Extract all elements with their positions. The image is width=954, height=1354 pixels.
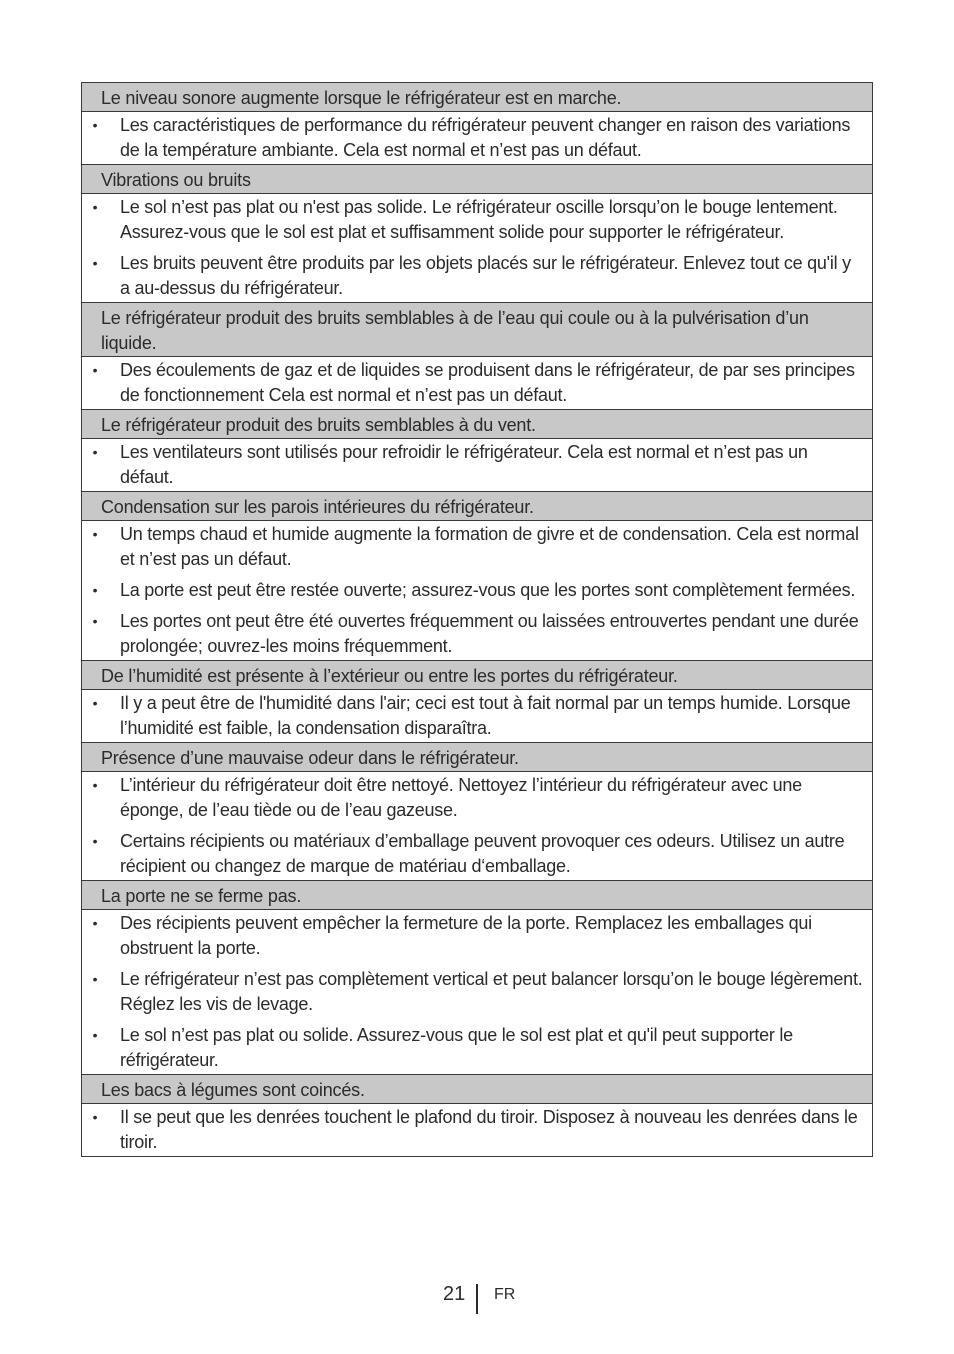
list-item-text: Un temps chaud et humide augmente la formation de givre et de condensation. Cela est normal et n’est pas un défaut. [120,524,859,569]
list-item [82,967,872,1017]
section-heading: De l’humidité est présente à l’extérieur ou entre les portes du réfrigérateur. [82,661,872,690]
section-body [82,521,872,661]
bullet-icon: • [92,582,98,598]
section-heading: La porte ne se ferme pas. [82,881,872,910]
list-item-text: Il y a peut être de l'humidité dans l'air; ceci est tout à fait normal par un temps humide. Lorsque l’humidité est faible, la condensation disparaîtra. [120,693,851,738]
list-item [82,1105,872,1155]
list-item [82,578,872,603]
list-item-text: Les bruits peuvent être produits par les objets placés sur le réfrigérateur. Enlevez tout ce qu'il y a au-dessus du réfrigérateur. [120,253,851,298]
section-heading: Présence d’une mauvaise odeur dans le réfrigérateur. [82,743,872,772]
list-item-text: Des écoulements de gaz et de liquides se produisent dans le réfrigérateur, de par ses principes de fonctionnement Cela est normal et n’est pas un défaut. [120,360,855,405]
list-item [82,829,872,879]
bullet-icon: • [92,1109,98,1125]
list-item [82,251,872,301]
language-code: FR [494,1286,516,1303]
list-item [82,691,872,741]
section-heading: Le réfrigérateur produit des bruits semblables à de l’eau qui coule ou à la pulvérisation d’un liquide. [82,303,872,357]
list-item [82,522,872,572]
section-body [82,1104,872,1157]
bullet-icon: • [92,444,98,460]
list-item [82,358,872,408]
list-item [82,1023,872,1073]
section-body [82,772,872,881]
section-heading: Les bacs à légumes sont coincés. [82,1075,872,1104]
page-divider [476,1284,478,1314]
list-item-text: Les ventilateurs sont utilisés pour refroidir le réfrigérateur. Cela est normal et n’est pas un défaut. [120,442,808,487]
list-item [82,911,872,961]
bullet-icon: • [92,199,98,215]
bullet-icon: • [92,613,98,629]
bullet-icon: • [92,117,98,133]
section-body [82,357,872,410]
bullet-icon: • [92,362,98,378]
section-body [82,690,872,743]
list-item [82,195,872,245]
page-number: 21 [443,1283,466,1305]
list-item [82,609,872,659]
section-heading: Condensation sur les parois intérieures du réfrigérateur. [82,492,872,521]
list-item-text: Certains récipients ou matériaux d’emballage peuvent provoquer ces odeurs. Utilisez un autre récipient ou changez de marque de matériau d‘emballage. [120,831,845,876]
bullet-icon: • [92,777,98,793]
list-item-text: L’intérieur du réfrigérateur doit être nettoyé. Nettoyez l’intérieur du réfrigérateur avec une éponge, de l’eau tiède ou de l’eau gazeuse. [120,775,802,820]
list-item-text: Les portes ont peut être été ouvertes fréquemment ou laissées entrouvertes pendant une durée prolongée; ouvrez-les moins fréquemment. [120,611,859,656]
section-body [82,910,872,1075]
bullet-icon: • [92,915,98,931]
section-heading: Le réfrigérateur produit des bruits semblables à du vent. [82,410,872,439]
list-item-text: Il se peut que les denrées touchent le plafond du tiroir. Disposez à nouveau les denrées dans le tiroir. [120,1107,858,1152]
list-item-text: La porte est peut être restée ouverte; assurez-vous que les portes sont complètement fermées. [120,580,856,600]
list-item-text: Des récipients peuvent empêcher la fermeture de la porte. Remplacez les emballages qui obstruent la porte. [120,913,812,958]
section-body [82,439,872,492]
bullet-icon: • [92,255,98,271]
list-item-text: Le sol n’est pas plat ou n'est pas solide. Le réfrigérateur oscille lorsqu’on le bouge lentement. Assurez-vous que le sol est plat et suffisamment solide pour supporter le réfrigérateur. [120,197,838,242]
bullet-icon: • [92,1027,98,1043]
list-item [82,773,872,823]
bullet-icon: • [92,526,98,542]
section-heading: Le niveau sonore augmente lorsque le réfrigérateur est en marche. [82,83,872,112]
list-item [82,113,872,163]
section-body [82,112,872,165]
bullet-icon: • [92,695,98,711]
list-item [82,440,872,490]
page-footer [0,1281,954,1315]
list-item-text: Les caractéristiques de performance du réfrigérateur peuvent changer en raison des variations de la température ambiante. Cela est normal et n’est pas un défaut. [120,115,851,160]
troubleshooting-table [81,82,873,1157]
list-item-text: Le sol n’est pas plat ou solide. Assurez-vous que le sol est plat et qu'il peut supporter le réfrigérateur. [120,1025,793,1070]
section-body [82,194,872,303]
list-item-text: Le réfrigérateur n’est pas complètement vertical et peut balancer lorsqu’on le bouge légèrement. Réglez les vis de levage. [120,969,863,1014]
bullet-icon: • [92,833,98,849]
bullet-icon: • [92,971,98,987]
section-heading: Vibrations ou bruits [82,165,872,194]
